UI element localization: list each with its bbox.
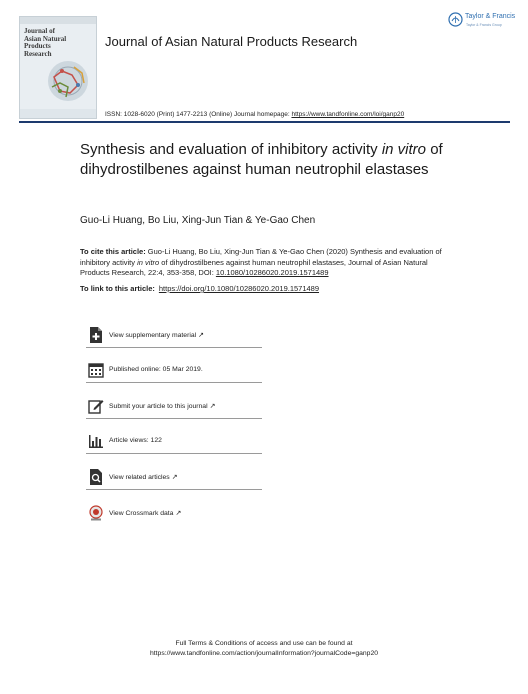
cite-label: To cite this article: <box>80 247 146 256</box>
article-title-part1: Synthesis and evaluation of inhibitory activity <box>80 141 382 158</box>
related-articles-item[interactable] <box>86 469 262 505</box>
footer-terms-link[interactable]: https://www.tandfonline.com/action/journalInformation?journalCode=ganp20 <box>149 649 379 657</box>
link-label: To link to this article: <box>80 284 155 293</box>
divider <box>86 347 262 348</box>
submit-article-item[interactable] <box>86 398 262 434</box>
article-link-line <box>80 284 319 293</box>
publisher-group: Taylor & Francis Group <box>466 23 502 27</box>
related-search-icon <box>88 469 104 485</box>
citation-block <box>80 247 455 279</box>
journal-title[interactable]: Journal of Asian Natural Products Research <box>105 34 358 49</box>
crossmark-icon <box>88 505 104 521</box>
external-link-icon: ↗ <box>175 510 182 517</box>
divider <box>86 418 262 419</box>
header-rule <box>19 121 510 123</box>
cover-title: Journal of Asian Natural Products Research <box>24 27 67 58</box>
edit-icon <box>88 398 104 414</box>
crossmark-text: View Crossmark data <box>109 510 174 517</box>
journal-homepage-link[interactable]: https://www.tandfonline.com/loi/ganp20 <box>291 111 405 118</box>
publisher-emblem-icon <box>448 12 463 27</box>
published-online-label: Published online: 05 Mar 2019. <box>109 366 203 373</box>
cite-text-part1: Guo-Li Huang, Bo Liu, Xing-Jun Tian & Ye-Gao Chen (2020) Synthesis and evaluation of inhibitory activity <box>80 247 442 267</box>
cite-text-italic: in vitro <box>137 257 160 267</box>
external-link-icon: ↗ <box>209 403 216 410</box>
published-online-item <box>86 362 262 398</box>
article-views-label: Article views: 122 <box>109 437 162 444</box>
publisher-logo[interactable] <box>448 12 516 32</box>
related-articles-text: View related articles <box>109 474 170 481</box>
cover-top-band <box>20 17 96 24</box>
article-title-italic: in vitro <box>381 141 427 158</box>
article-doi-link[interactable]: https://doi.org/10.1080/10286020.2019.1571489 <box>158 284 320 293</box>
submit-article-label[interactable] <box>109 402 215 410</box>
cite-doi-link[interactable]: 10.1080/10286020.2019.1571489 <box>215 268 329 277</box>
issn-line <box>105 111 404 118</box>
article-title <box>80 140 460 180</box>
external-link-icon: ↗ <box>198 332 205 339</box>
divider <box>86 453 262 454</box>
cover-molecule-image <box>38 57 94 109</box>
divider <box>86 489 262 490</box>
publisher-name: Taylor & Francis <box>465 13 516 20</box>
bar-chart-icon <box>88 433 104 449</box>
cite-text-part2: of dihydrostilbenes against human neutrophil elastases, Journal of Asian Natural Products Research, 22:4, 353-358, DOI: <box>80 257 428 277</box>
footer-terms-text: Full Terms & Conditions of access and use can be found at <box>175 640 353 647</box>
supplementary-material-label[interactable] <box>109 331 204 339</box>
supplementary-material-text: View supplementary material <box>109 332 197 339</box>
issn-text: ISSN: 1028-6020 (Print) 1477-2213 (Online) Journal homepage: <box>105 111 292 118</box>
footer <box>0 639 528 658</box>
divider <box>86 382 262 383</box>
supplementary-file-icon <box>88 327 104 343</box>
external-link-icon: ↗ <box>171 474 178 481</box>
author-list: Guo-Li Huang, Bo Liu, Xing-Jun Tian & Ye-Gao Chen <box>80 215 316 226</box>
cover-bottom-band <box>20 109 96 118</box>
crossmark-label[interactable] <box>109 509 181 517</box>
journal-cover-thumbnail[interactable] <box>19 16 97 119</box>
related-articles-label[interactable] <box>109 473 178 481</box>
crossmark-item[interactable] <box>86 505 262 541</box>
calendar-icon <box>88 362 104 378</box>
submit-article-text: Submit your article to this journal <box>109 403 208 410</box>
article-title-part2: of dihydrostilbenes against human neutrophil elastases <box>80 141 443 178</box>
supplementary-material-item[interactable] <box>86 327 262 363</box>
article-views-item <box>86 433 262 469</box>
